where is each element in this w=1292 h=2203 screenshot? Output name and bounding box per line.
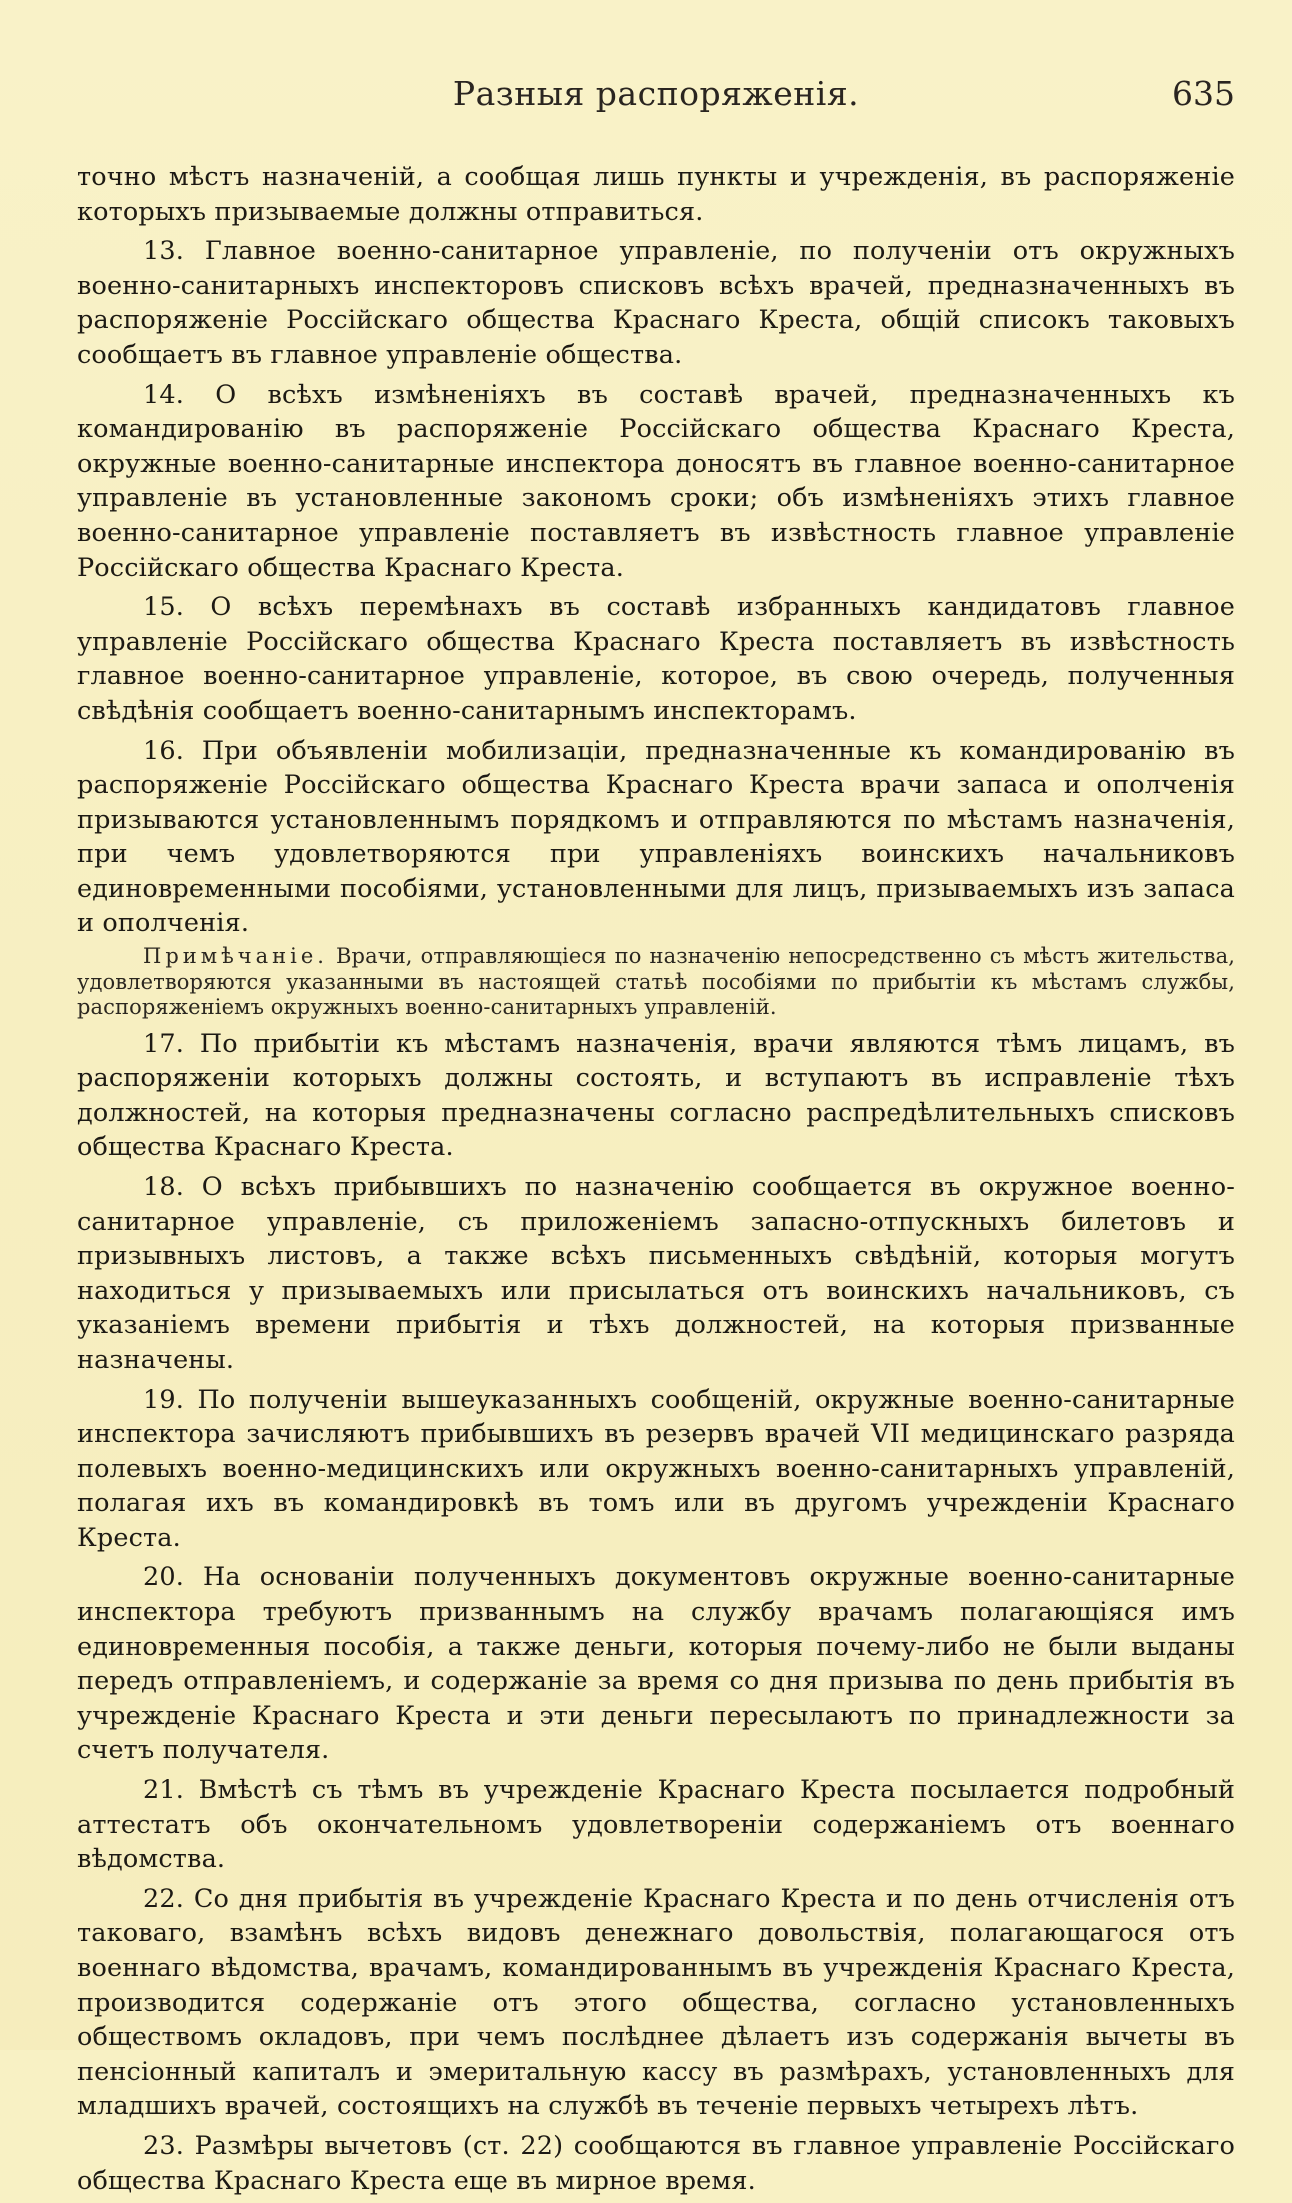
paragraph-19: 19. По полученіи вышеуказанныхъ сообщеній, окружные военно-санитарные инспектора зачисляютъ прибывшихъ въ резервъ врачей VII медицинскаго разряда полевыхъ военно-медицинскихъ или окружныхъ военно-санитарныхъ управленій, полагая ихъ въ командировкѣ въ томъ или въ другомъ учрежденіи Краснаго Креста. [77, 1384, 1235, 1553]
paragraph-22: 22. Со дня прибытія въ учрежденіе Краснаго Креста и по день отчисленія отъ таковаго, взамѣнъ всѣхъ видовъ денежнаго довольствія, полагающагося отъ военнаго вѣдомства, врачамъ, командированнымъ въ учрежденія Краснаго Креста, производится содержаніе отъ этого общества, согласно установленныхъ обществомъ окладовъ, при чемъ послѣднее дѣлаетъ изъ содержанія вычеты въ пенсіонный капиталъ и эмеритальную кассу въ размѣрахъ, установленныхъ для младшихъ врачей, состоящихъ на службѣ въ теченіе первыхъ четырехъ лѣтъ. [77, 1883, 1235, 2122]
paragraph-16: 16. При объявленіи мобилизаціи, предназначенные къ командированію въ распоряженіе Россійскаго общества Краснаго Креста врачи запаса и ополченія призываются установленнымъ порядкомъ и отправляются по мѣстамъ назначенія, при чемъ удовлетворяются при управленіяхъ воинскихъ начальниковъ единовременными пособіями, установленными для лицъ, призываемыхъ изъ запаса и ополченія. [77, 735, 1235, 939]
page-number: 635 [1172, 74, 1235, 113]
paragraph-13: 13. Главное военно-санитарное управленіе, по полученіи отъ окружныхъ военно-санитарныхъ инспекторовъ списковъ всѣхъ врачей, предназначенныхъ въ распоряженіе Россійскаго общества Краснаго Креста, общій списокъ таковыхъ сообщаетъ въ главное управленіе общества. [77, 236, 1235, 370]
paragraph-20: 20. На основаніи полученныхъ документовъ окружные военно-санитарные инспектора требуютъ призваннымъ на службу врачамъ полагающіяся имъ единовременныя пособія, а также деньги, которыя почему-либо не были выданы передъ отправленіемъ, и содержаніе за время со дня призыва по день прибытія въ учрежденіе Краснаго Креста и эти деньги пересылаютъ по принадлежности за счетъ получателя. [77, 1562, 1235, 1766]
running-head [77, 70, 1235, 120]
paragraph-18: 18. О всѣхъ прибывшихъ по назначенію сообщается въ окружное военно-санитарное управленіе, съ приложеніемъ запасно-отпускныхъ билетовъ и призывныхъ листовъ, а также всѣхъ письменныхъ свѣдѣній, которыя могутъ находиться у призываемыхъ или присылаться отъ воинскихъ начальниковъ, съ указаніемъ времени прибытія и тѣхъ должностей, на которыя призванные назначены. [77, 1171, 1235, 1375]
note [77, 944, 1235, 1021]
running-title: Разныя распоряженія. [452, 74, 860, 113]
note-text: Врачи, отправляющіеся по назначенію непосредственно съ мѣстъ жительства, удовлетворяются указанными въ настоящей статьѣ пособіями по прибытіи къ мѣстамъ службы, распоряженіемъ окружныхъ военно-санитарныхъ управленій. [77, 944, 1235, 1020]
paragraph-14: 14. О всѣхъ измѣненіяхъ въ составѣ врачей, предназначенныхъ къ командированію въ распоряженіе Россійскаго общества Краснаго Креста, окружные военно-санитарные инспектора доносятъ въ главное военно-санитарное управленіе въ установленные закономъ сроки; объ измѣненіяхъ этихъ главное военно-санитарное управленіе поставляетъ въ извѣстность главное управленіе Россійскаго общества Краснаго Креста. [77, 379, 1235, 583]
paragraph-21: 21. Вмѣстѣ съ тѣмъ въ учрежденіе Краснаго Креста посылается подробный аттестатъ объ окончательномъ удовлетвореніи содержаніемъ отъ военнаго вѣдомства. [77, 1775, 1235, 1875]
paragraph-23: 23. Размѣры вычетовъ (ст. 22) сообщаются въ главное управленіе Россійскаго общества Краснаго Креста еще въ мирное время. [77, 2130, 1235, 2196]
paragraph-15: 15. О всѣхъ перемѣнахъ въ составѣ избранныхъ кандидатовъ главное управленіе Россійскаго общества Краснаго Креста поставляетъ въ извѣстность главное военно-санитарное управленіе, которое, въ свою очередь, полученныя свѣдѣнія сообщаетъ военно-санитарнымъ инспекторамъ. [77, 592, 1235, 726]
paragraph-continued: точно мѣстъ назначеній, а сообщая лишь пункты и учрежденія, въ распоряженіе которыхъ призываемые должны отправиться. [77, 162, 1235, 227]
body-text [77, 160, 1235, 2203]
note-label: Примѣчаніе. [143, 944, 328, 969]
paragraph-17: 17. По прибытіи къ мѣстамъ назначенія, врачи являются тѣмъ лицамъ, въ распоряженіи которыхъ должны состоять, и вступаютъ въ исправленіе тѣхъ должностей, на которыя предназначены согласно распредѣлительныхъ списковъ общества Краснаго Креста. [77, 1028, 1235, 1163]
